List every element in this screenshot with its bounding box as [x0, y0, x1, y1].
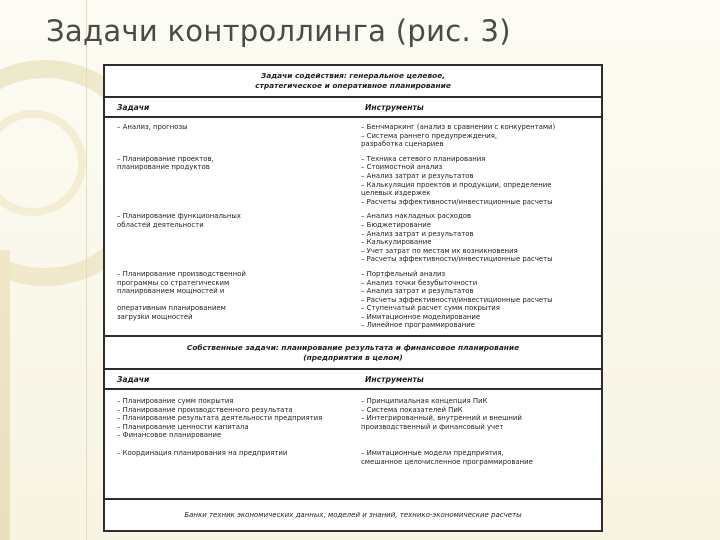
tool-line: – Анализ затрат и результатов — [361, 287, 474, 296]
tool-line: – Расчеты эффективности/инвестиционные расчеты — [361, 295, 553, 304]
tool-line: – Бюджетирование — [361, 220, 431, 229]
section2-header-line: (предприятия в целом) — [303, 352, 403, 362]
tool-line: – Калькулирование — [361, 238, 432, 247]
tool-line: – Учет затрат по местам их возникновения — [361, 246, 518, 255]
tool-line: – Расчеты эффективности/инвестиционные расчеты — [361, 197, 553, 206]
tool-line: – Анализ накладных расходов — [361, 212, 472, 221]
task-line: – Планирование сумм покрытия — [117, 397, 234, 406]
task-line: – Планирование ценности капитала — [117, 422, 249, 431]
tool-line: – Система показателей ПиК — [361, 405, 463, 414]
section1-task-cell — [105, 212, 357, 264]
tool-line: целевых издержек — [361, 189, 431, 198]
section1-tools-cell — [357, 212, 601, 264]
section2-col-tools: Инструменты — [365, 374, 424, 384]
task-line: программы со стратегическим — [117, 278, 230, 287]
section1-tools-cell — [357, 270, 601, 330]
section2-task-cell — [105, 449, 357, 466]
section1-header-line: Задачи содействия: генеральное целевое, — [260, 71, 446, 80]
tool-line: производственный и финансовый учет — [361, 422, 504, 431]
section2-tools-cell — [357, 397, 601, 440]
section2-tools-cell — [357, 449, 601, 466]
section1-task-cell — [105, 270, 357, 330]
tool-line: разработка сценариев — [361, 140, 444, 149]
section1-header-line: стратегическое и оперативное планирование — [255, 81, 451, 90]
section1-rows — [105, 118, 601, 335]
task-line: – Планирование проектов, — [117, 154, 214, 163]
section1-tools-cell — [357, 155, 601, 207]
tool-line: – Расчеты эффективности/инвестиционные расчеты — [361, 255, 553, 264]
task-line: – Координация планирования на предприятии — [117, 449, 288, 458]
controlling-tasks-figure — [103, 64, 603, 532]
tool-line: – Линейное программирование — [361, 321, 475, 330]
section2-column-header — [105, 370, 601, 390]
section1-tools-cell — [357, 123, 601, 149]
tool-line: – Бенчмаркинг (анализ в сравнении с конкурентами) — [361, 123, 556, 131]
section1-row — [105, 206, 601, 264]
slide-title: Задачи контроллинга (рис. 3) — [46, 14, 511, 48]
task-line: планирование продуктов — [117, 163, 210, 172]
figure-footer: Банки техник экономических данных, моделей и знаний, технико-экономические расчеты — [105, 498, 601, 530]
task-line: – Планирование производственного результата — [117, 405, 293, 414]
decorative-vertical-line — [86, 0, 87, 540]
tool-line: – Ступенчатый расчет сумм покрытия — [361, 304, 500, 313]
tool-line: – Стоимостной анализ — [361, 163, 443, 172]
task-line: оперативным планированием — [117, 304, 226, 313]
section2-row — [105, 390, 601, 440]
section1-row — [105, 149, 601, 207]
tool-line: – Принципиальная концепция ПиК — [361, 397, 488, 406]
section1-task-cell — [105, 155, 357, 207]
section2-col-tasks: Задачи — [117, 374, 150, 384]
tool-line: – Имитационные модели предприятия, — [361, 449, 504, 458]
tool-line: – Анализ затрат и результатов — [361, 171, 474, 180]
tool-line: – Интегрированный, внутренний и внешний — [361, 414, 522, 423]
task-line: планированием мощностей и — [117, 287, 225, 296]
tool-line: – Калькуляция проектов и продукции, определение — [361, 180, 552, 189]
task-line: загрузки мощностей — [117, 312, 193, 321]
tool-line: – Имитационное моделирование — [361, 312, 481, 321]
task-line: – Планирование функциональных — [117, 212, 241, 221]
section1-row — [105, 118, 601, 149]
section2-header — [105, 335, 601, 370]
tool-line: – Портфельный анализ — [361, 269, 446, 278]
task-line: – Анализ, прогнозы — [117, 123, 188, 131]
task-line: – Планирование производственной — [117, 269, 246, 278]
tool-line: – Анализ затрат и результатов — [361, 229, 474, 238]
tool-line: смешанное целочисленное программирование — [361, 457, 533, 466]
task-line: – Финансовое планирование — [117, 431, 222, 440]
tool-line: – Техника сетевого планирования — [361, 154, 486, 163]
section1-col-tools: Инструменты — [365, 102, 424, 112]
section1-row — [105, 264, 601, 330]
section1-column-header — [105, 98, 601, 118]
section1-task-cell — [105, 123, 357, 149]
task-line: – Планирование результата деятельности предприятия — [117, 414, 323, 423]
section2-rows — [105, 390, 601, 471]
task-line: областей деятельности — [117, 220, 204, 229]
section2-row — [105, 440, 601, 466]
section2-header-line: Собственные задачи: планирование результата и финансовое планирование — [186, 342, 520, 352]
section2-task-cell — [105, 397, 357, 440]
tool-line: – Система раннего предупреждения, — [361, 131, 498, 140]
task-line — [117, 296, 351, 305]
section1-header — [105, 66, 601, 98]
tool-line: – Анализ точки безубыточности — [361, 278, 478, 287]
section1-col-tasks: Задачи — [117, 102, 150, 112]
decorative-stripe — [0, 250, 10, 540]
